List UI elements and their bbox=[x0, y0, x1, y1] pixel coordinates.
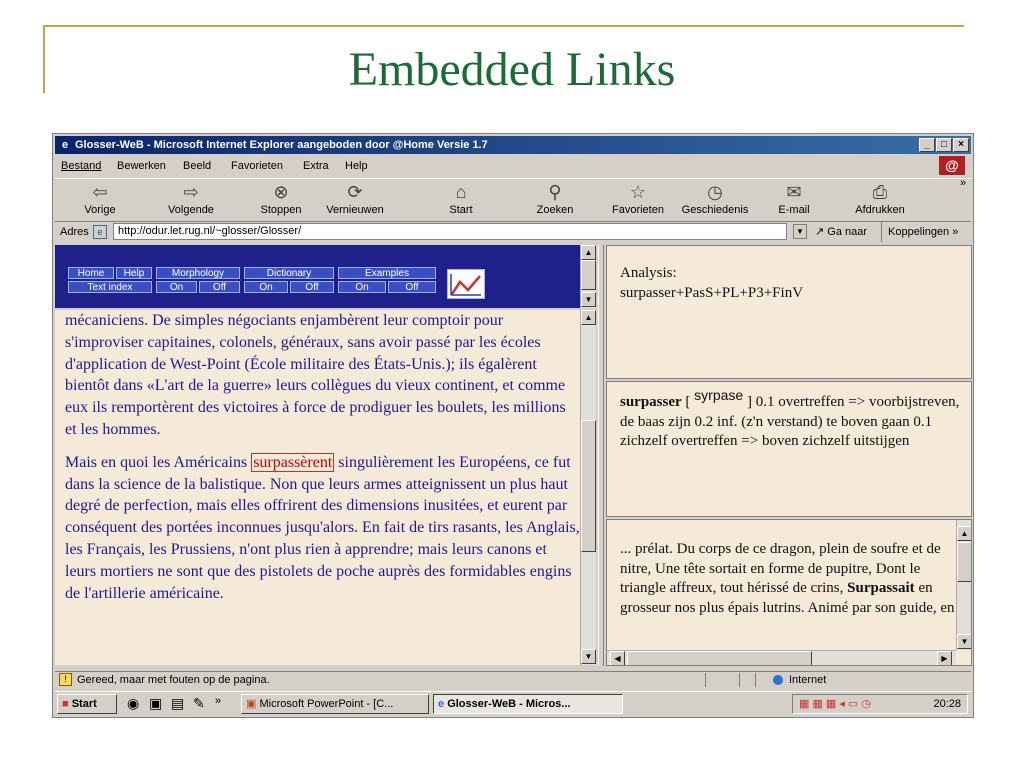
nav-home-button[interactable]: Home bbox=[68, 267, 114, 279]
quicklaunch-outlook-icon[interactable]: ✎ bbox=[193, 695, 205, 711]
slide-rule-horizontal bbox=[43, 25, 964, 27]
examples-off-button[interactable]: Off bbox=[388, 281, 436, 293]
quicklaunch-desktop-icon[interactable]: ▣ bbox=[149, 695, 163, 711]
examples-vscrollbar[interactable] bbox=[956, 520, 972, 650]
tray-clock: 20:28 bbox=[933, 698, 961, 710]
window-titlebar[interactable] bbox=[55, 136, 971, 154]
examples-content: ... prélat. Du corps de ce dragon, plein de soufre et de nitre, Une tête sortait en forme de pupitre, Dont le triangle affreux, tout hérissé de crins, Surpassait en grosseur nos plus épais lutrins. Animé par son guide, en bbox=[620, 541, 955, 616]
status-text: Gereed, maar met fouten op de pagina. bbox=[77, 674, 270, 686]
toolbar-more-button[interactable]: » bbox=[959, 177, 967, 189]
status-bar bbox=[55, 671, 971, 688]
system-tray bbox=[792, 694, 968, 714]
slide-title: Embedded Links bbox=[348, 43, 676, 96]
quicklaunch-more-button[interactable]: » bbox=[215, 695, 222, 707]
ie-page-icon: e bbox=[438, 698, 445, 710]
window-title: Glosser-WeB - Microsoft Internet Explorer aangeboden door @Home Versie 1.7 bbox=[75, 139, 488, 151]
scroll-thumb[interactable] bbox=[627, 651, 812, 666]
scroll-up-icon[interactable]: ▲ bbox=[581, 245, 596, 260]
close-button[interactable]: × bbox=[953, 138, 969, 152]
menu-help[interactable]: Help bbox=[345, 160, 368, 172]
quicklaunch-ie-icon[interactable]: ◉ bbox=[127, 695, 140, 711]
analysis-label: Analysis: bbox=[620, 265, 677, 281]
paragraph-2: Mais en quoi les Américains surpassèrent singulièrement les Européens, ce fut dans la science de la balistique. Non que leurs armes atteignissent un plus haut degré de perfection, mais elles offrirent des dimensions inusitées, et eurent par conséquent des portées inconnues jusqu'alors. En fait de tirs rasants, les Anglais, les Français, les Prussiens, n'ont plus rien à apprendre; mais leurs canons et leurs mortiers ne sont que des pistolets de poche auprès des formidables engins de l'artillerie américaine. bbox=[65, 453, 580, 602]
mail-icon: ✉ bbox=[786, 182, 802, 202]
frame-divider[interactable] bbox=[598, 245, 604, 666]
scroll-up-icon[interactable]: ▲ bbox=[957, 526, 972, 541]
scroll-thumb[interactable] bbox=[581, 420, 596, 552]
stop-icon: ⊗ bbox=[273, 182, 289, 202]
menu-beeld[interactable]: Beeld bbox=[183, 160, 212, 172]
back-arrow-icon: ⇦ bbox=[92, 182, 108, 202]
analysis-content bbox=[620, 264, 803, 303]
ie-logo-icon: @ bbox=[939, 156, 965, 175]
toolbar bbox=[55, 178, 971, 222]
dictionary-content: surpasser [ syrpase ] 0.1 overtreffen => voorbijstreven, de baas zijn 0.2 inf. (z'n verstand) te boven gaan 0.1 zichzelf overtreffen => boven zichzelf uitstijgen bbox=[620, 387, 960, 449]
scroll-down-icon[interactable]: ▼ bbox=[581, 649, 596, 664]
menu-bar bbox=[55, 156, 971, 176]
paragraph-1: mécaniciens. De simples négociants enjambèrent leur comptoir pour s'improviser capitaines, colonels, généraux, sans avoir passé par les écoles d'application de West-Point (École militaire des États-Unis.); ils égalèrent bientôt dans «L'art de la guerre» leurs collègues du vieux continent, et comme eux ils remportèrent des victoires à force de prodiguer les boulets, les millions et les hommes. bbox=[65, 312, 566, 438]
forward-arrow-icon: ⇨ bbox=[183, 182, 199, 202]
menu-extra[interactable]: Extra bbox=[303, 160, 329, 172]
status-divider bbox=[705, 673, 706, 687]
scroll-left-icon[interactable]: ◀ bbox=[610, 651, 625, 666]
browser-window bbox=[52, 133, 974, 718]
status-divider bbox=[739, 673, 740, 687]
back-button[interactable]: ⇦ Vorige bbox=[75, 181, 125, 217]
search-icon: ⚲ bbox=[548, 182, 562, 202]
menu-bewerken[interactable]: Bewerken bbox=[117, 160, 166, 172]
status-divider bbox=[755, 673, 756, 687]
address-bar bbox=[55, 222, 971, 242]
page-icon: e bbox=[93, 225, 107, 239]
examples-frame bbox=[606, 519, 972, 666]
warning-icon[interactable]: ! bbox=[59, 673, 72, 686]
print-button[interactable]: ⎙ Afdrukken bbox=[845, 181, 915, 217]
start-button[interactable]: ■ Start bbox=[57, 694, 117, 714]
nav-help-button[interactable]: Help bbox=[116, 267, 152, 279]
refresh-button[interactable]: ⟳ Vernieuwen bbox=[317, 181, 393, 217]
status-zone: Internet bbox=[789, 674, 827, 686]
morphology-off-button[interactable]: Off bbox=[199, 281, 240, 293]
analysis-value: surpasser+PasS+PL+P3+FinV bbox=[620, 284, 804, 301]
chart-icon[interactable] bbox=[447, 269, 485, 299]
nav-frame-scrollbar[interactable] bbox=[580, 245, 596, 308]
go-arrow-icon: ↗ bbox=[815, 226, 825, 238]
scroll-thumb[interactable] bbox=[957, 542, 972, 582]
text-content bbox=[65, 310, 580, 615]
scroll-thumb[interactable] bbox=[581, 260, 596, 290]
menu-bestand[interactable]: Bestand bbox=[61, 160, 102, 172]
refresh-icon: ⟳ bbox=[347, 182, 363, 202]
dictionary-frame bbox=[606, 381, 972, 517]
scroll-down-icon[interactable]: ▼ bbox=[957, 634, 972, 649]
scroll-down-icon[interactable]: ▼ bbox=[581, 292, 596, 307]
home-icon: ⌂ bbox=[455, 182, 467, 202]
stop-button[interactable]: ⊗ Stoppen bbox=[251, 181, 311, 217]
print-icon: ⎙ bbox=[872, 182, 888, 202]
favorites-icon: ☆ bbox=[629, 182, 647, 202]
example-highlight: Surpassait bbox=[847, 580, 915, 596]
ie-window-icon: e bbox=[61, 139, 69, 151]
pronunciation: syrpase bbox=[694, 387, 744, 403]
nav-text-index-button[interactable]: Text index bbox=[68, 281, 152, 293]
dictionary-on-button[interactable]: On bbox=[244, 281, 288, 293]
dictionary-headword: surpasser bbox=[620, 394, 682, 410]
history-button[interactable]: ◷ Geschiedenis bbox=[677, 181, 753, 217]
scroll-right-icon[interactable]: ▶ bbox=[937, 651, 952, 666]
taskbar bbox=[55, 691, 971, 716]
favorites-button[interactable]: ☆ Favorieten bbox=[605, 181, 671, 217]
internet-globe-icon bbox=[773, 675, 783, 685]
analysis-frame bbox=[606, 245, 972, 379]
task-powerpoint[interactable]: ▣ Microsoft PowerPoint - [C... bbox=[241, 694, 429, 714]
examples-hscrollbar[interactable] bbox=[607, 650, 956, 665]
search-button[interactable]: ⚲ Zoeken bbox=[525, 181, 585, 217]
links-button[interactable]: Koppelingen » bbox=[881, 222, 958, 242]
powerpoint-icon: ▣ bbox=[246, 698, 257, 710]
text-frame-scrollbar[interactable] bbox=[580, 310, 596, 665]
home-button[interactable]: ⌂ Start bbox=[439, 181, 483, 217]
maximize-button[interactable]: □ bbox=[936, 138, 952, 152]
text-frame bbox=[55, 310, 596, 665]
nav-dictionary-label: Dictionary bbox=[244, 267, 334, 279]
tray-icons[interactable]: ▦ ▦ ▦ ◂ ▭ ◷ bbox=[799, 698, 871, 710]
forward-button[interactable]: ⇨ Volgende bbox=[159, 181, 223, 217]
address-dropdown-button[interactable]: ▼ bbox=[793, 224, 807, 239]
go-button[interactable]: ↗ Ga naar bbox=[815, 226, 868, 238]
dictionary-entry: 0.1 overtreffen => voorbijstreven, de baas zijn 0.2 inf. (z'n verstand) te boven gaan 0.1 zichzelf overtreffen => boven zichzelf uitstijgen bbox=[620, 394, 960, 449]
minimize-button[interactable]: _ bbox=[919, 138, 935, 152]
quicklaunch-channel-icon[interactable]: ▤ bbox=[171, 695, 185, 711]
windows-logo-icon: ■ bbox=[62, 698, 69, 710]
scroll-up-icon[interactable]: ▲ bbox=[581, 310, 596, 325]
task-glosser[interactable]: e Glosser-WeB - Micros... bbox=[433, 694, 623, 714]
nav-examples-label: Examples bbox=[338, 267, 436, 279]
menu-favorieten[interactable]: Favorieten bbox=[231, 160, 283, 172]
mail-button[interactable]: ✉ E-mail bbox=[767, 181, 821, 217]
nav-morphology-label: Morphology bbox=[156, 267, 240, 279]
morphology-on-button[interactable]: On bbox=[156, 281, 197, 293]
history-icon: ◷ bbox=[707, 182, 723, 202]
examples-on-button[interactable]: On bbox=[338, 281, 386, 293]
address-label: Adres bbox=[60, 226, 89, 238]
address-input[interactable]: http://odur.let.rug.nl/~glosser/Glosser/ bbox=[113, 223, 787, 240]
embedded-word-link[interactable]: surpassèrent bbox=[253, 453, 333, 471]
dictionary-off-button[interactable]: Off bbox=[290, 281, 334, 293]
